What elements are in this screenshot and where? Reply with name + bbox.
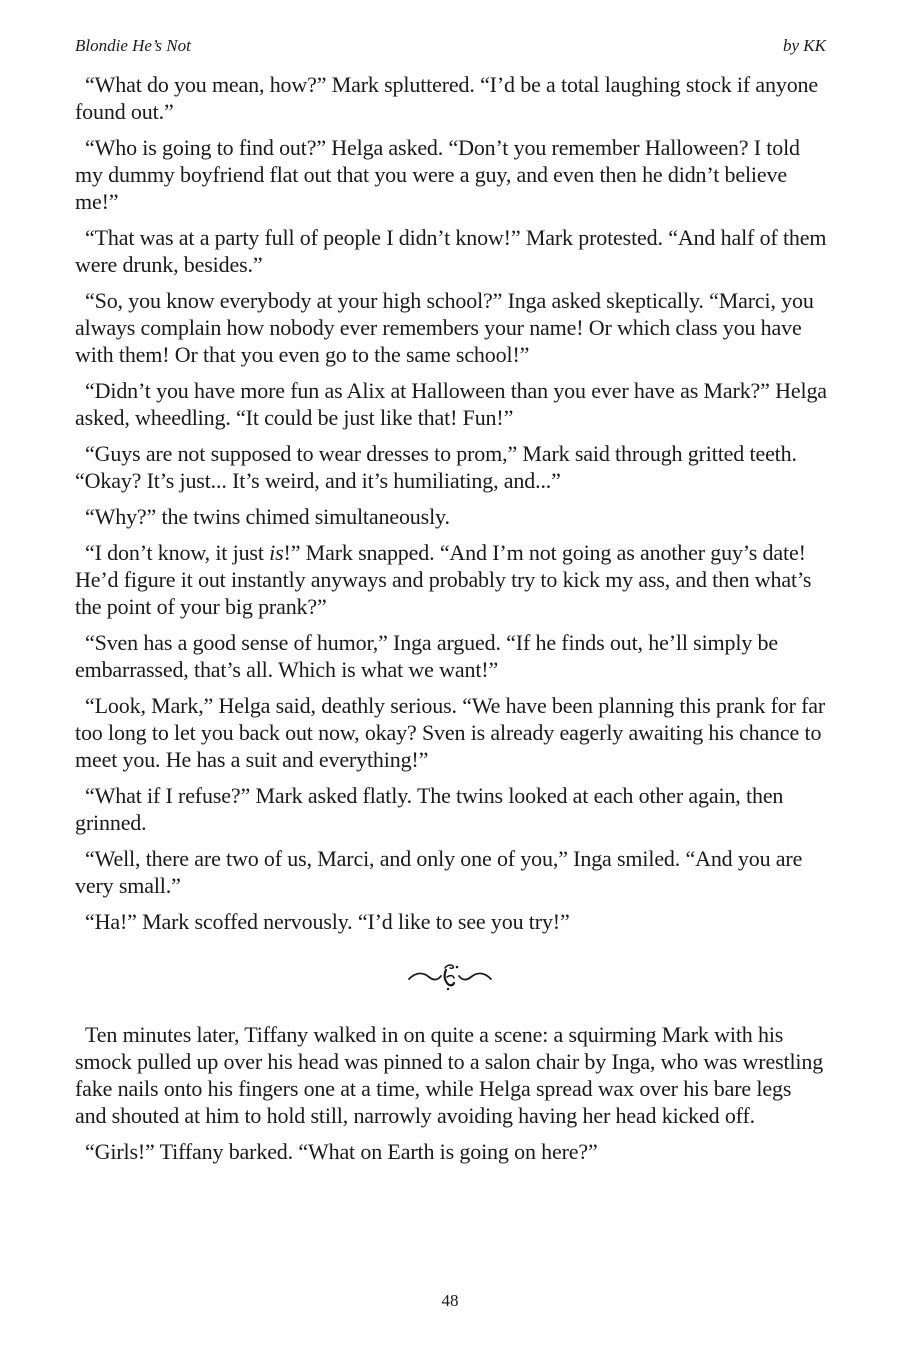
paragraph: “Well, there are two of us, Marci, and only one of you,” Inga smiled. “And you are very small.” (75, 846, 803, 898)
emphasized-word: is (269, 540, 284, 565)
paragraph: “Didn’t you have more fun as Alix at Halloween than you ever have as Mark?” Helga asked, wheedling. “It could be just like that! Fun!” (75, 378, 827, 430)
continuation-text-block (75, 1021, 827, 1174)
paragraph: “So, you know everybody at your high school?” Inga asked skeptically. “Marci, you always complain how nobody ever remembers your name! Or which class you have with them! Or that you even go to the same school!” (75, 288, 814, 367)
running-header (75, 36, 826, 58)
paragraph: “Sven has a good sense of humor,” Inga argued. “If he finds out, he’ll simply be embarrassed, that’s all. Which is what we want!” (75, 630, 778, 682)
flourish-ornament-icon (407, 960, 493, 992)
paragraph: “What if I refuse?” Mark asked flatly. The twins looked at each other again, then grinned. (75, 783, 784, 835)
paragraph: “Girls!” Tiffany barked. “What on Earth is going on here?” (85, 1139, 598, 1164)
paragraph: “Guys are not supposed to wear dresses to prom,” Mark said through gritted teeth. “Okay? It’s just... It’s weird, and it’s humiliating, and...” (75, 441, 797, 493)
paragraph (75, 539, 827, 620)
paragraph: “What do you mean, how?” Mark spluttered. “I’d be a total laughing stock if anyone found out.” (75, 72, 819, 124)
scene-break (0, 960, 900, 997)
paragraph: “Who is going to find out?” Helga asked. “Don’t you remember Halloween? I told my dummy boyfriend flat out that you were a guy, and even then he didn’t believe me!” (75, 135, 800, 214)
paragraph: “That was at a party full of people I didn’t know!” Mark protested. “And half of them were drunk, besides.” (75, 225, 827, 277)
paragraph-text: “I don’t know, it just (85, 540, 270, 565)
paragraph-text: !” Mark snapped. “And I’m not going as another guy’s date! He’d figure it out instantly anyways and probably try to kick my ass, and then what’s the point of your big prank?” (75, 540, 812, 619)
paragraph: Ten minutes later, Tiffany walked in on quite a scene: a squirming Mark with his smock pulled up over his head was pinned to a salon chair by Inga, who was wrestling fake nails onto his fingers one at a time, while Helga spread wax over his bare legs and shouted at him to hold still, narrowly avoiding having her head kicked off. (75, 1022, 824, 1128)
book-title: Blondie He’s Not (75, 36, 191, 55)
author-credit: by KK (783, 36, 826, 55)
paragraph: “Look, Mark,” Helga said, deathly serious. “We have been planning this prank for far too long to let you back out now, okay? Sven is already eagerly awaiting his chance to meet you. He has a suit and everything!” (75, 693, 826, 772)
paragraph: “Why?” the twins chimed simultaneously. (85, 504, 450, 529)
page-number: 48 (441, 1291, 459, 1310)
paragraph: “Ha!” Mark scoffed nervously. “I’d like to see you try!” (85, 909, 570, 934)
main-text-block (75, 71, 827, 944)
